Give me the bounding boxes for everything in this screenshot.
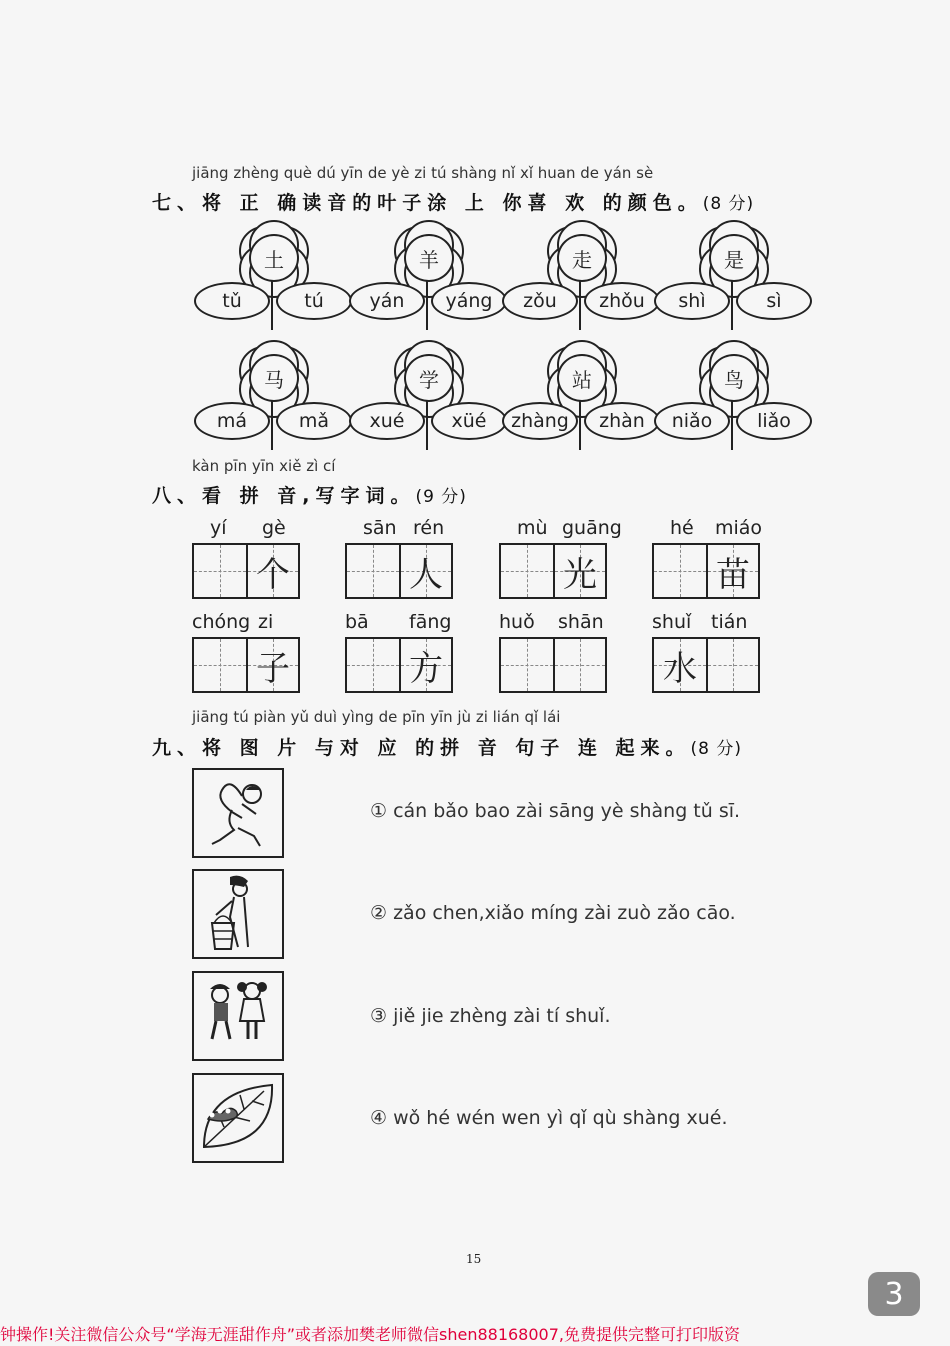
sentence-3[interactable]: ③ jiě jie zhèng zài tí shuǐ.	[370, 1005, 611, 1027]
flower-stem	[731, 280, 733, 330]
written-character: 苗	[716, 554, 750, 595]
flower-stem	[579, 400, 581, 450]
flower-item	[500, 342, 660, 452]
leaf-option-right[interactable]: sì	[736, 282, 812, 320]
leaf-option-left[interactable]: shì	[654, 282, 730, 320]
tianzige-box[interactable]	[192, 637, 300, 693]
written-character: 子	[256, 648, 290, 689]
pinyin-label: hé	[670, 517, 694, 539]
leaf-option-left[interactable]: tǔ	[194, 282, 270, 320]
leaf-option-right[interactable]: yáng	[431, 282, 507, 320]
tianzige-box[interactable]	[345, 637, 453, 693]
section7-score: (8 分)	[702, 194, 755, 214]
sentence-2[interactable]: ② zǎo chen,xiǎo míng zài zuò zǎo cāo.	[370, 902, 736, 924]
tianzige-cell[interactable]	[654, 545, 706, 597]
section8-title	[152, 481, 467, 508]
section9-title	[152, 733, 742, 760]
leaf-option-right[interactable]: zhǒu	[584, 282, 660, 320]
tianzige-cell[interactable]	[194, 639, 246, 691]
written-character: 水	[663, 648, 697, 689]
leaf-with-silkworm-icon	[194, 1075, 282, 1161]
children-walking-icon	[194, 973, 282, 1059]
flower-stem	[731, 400, 733, 450]
tianzige-cell[interactable]	[246, 545, 298, 597]
pinyin-label: gè	[262, 517, 286, 539]
tianzige-cell[interactable]	[553, 639, 605, 691]
sentence-1[interactable]: ① cán bǎo bao zài sāng yè shàng tǔ sī.	[370, 800, 741, 822]
flower-item	[192, 222, 352, 332]
flower-stem	[579, 280, 581, 330]
section9-title-text: 九、将 图 片 与对 应 的拼 音 句子 连 起来。	[152, 737, 691, 759]
pinyin-label: zi	[258, 611, 274, 633]
flower-stem	[271, 280, 273, 330]
tianzige-box[interactable]	[499, 543, 607, 599]
flower-item	[652, 342, 812, 452]
tianzige-cell[interactable]	[194, 545, 246, 597]
pinyin-label: rén	[413, 517, 445, 539]
pinyin-label: sān	[363, 517, 397, 539]
section7-pinyin: jiāng zhèng què dú yīn de yè zi tú shàng nǐ xǐ huan de yán sè	[192, 164, 654, 182]
flower-character: 马	[249, 354, 299, 402]
tianzige-box[interactable]	[345, 543, 453, 599]
leaf-option-right[interactable]: mǎ	[276, 402, 352, 440]
tianzige-box[interactable]	[652, 543, 760, 599]
exercise-person-picture[interactable]	[192, 768, 284, 858]
flower-character: 站	[557, 354, 607, 402]
pinyin-label: shuǐ	[652, 611, 692, 633]
leaf-option-left[interactable]: xué	[349, 402, 425, 440]
flower-character: 羊	[404, 234, 454, 282]
section9-score: (8 分)	[690, 739, 743, 759]
leaf-option-right[interactable]: tú	[276, 282, 352, 320]
tianzige-cell[interactable]	[399, 639, 451, 691]
leaf-option-right[interactable]: xüé	[431, 402, 507, 440]
tianzige-cell[interactable]	[501, 639, 553, 691]
flower-stem	[426, 280, 428, 330]
tianzige-cell[interactable]	[399, 545, 451, 597]
tianzige-cell[interactable]	[654, 639, 706, 691]
written-character: 人	[409, 554, 443, 595]
flower-character: 是	[709, 234, 759, 282]
section8-score: (9 分)	[415, 487, 467, 507]
leaf-option-left[interactable]: yán	[349, 282, 425, 320]
written-character	[501, 639, 553, 691]
leaf-option-left[interactable]: má	[194, 402, 270, 440]
leaf-option-right[interactable]: zhàn	[584, 402, 660, 440]
written-character	[708, 639, 758, 691]
written-character: 个	[256, 554, 290, 595]
flower-item	[500, 222, 660, 332]
section9-pinyin: jiāng tú piàn yǔ duì yìng de pīn yīn jù zi lián qǐ lái	[192, 708, 561, 726]
pinyin-label: tián	[711, 611, 748, 633]
leaf-option-left[interactable]: zǒu	[502, 282, 578, 320]
silkworm-leaf-picture[interactable]	[192, 1073, 284, 1163]
pinyin-label: guāng	[562, 517, 622, 539]
girl-with-bucket-icon	[194, 871, 282, 957]
tianzige-cell[interactable]	[706, 545, 758, 597]
pinyin-label: chóng	[192, 611, 251, 633]
flower-item	[192, 342, 352, 452]
pinyin-label: miáo	[715, 517, 763, 539]
section8-title-text: 八、看 拼 音,写字词。	[152, 485, 416, 507]
exercise-person-icon	[194, 770, 282, 856]
written-character: 光	[563, 554, 597, 595]
flower-character: 鸟	[709, 354, 759, 402]
pinyin-label: mù	[517, 517, 548, 539]
written-character: 方	[409, 648, 443, 689]
tianzige-box[interactable]	[499, 637, 607, 693]
written-character	[194, 639, 246, 691]
sentence-4[interactable]: ④ wǒ hé wén wen yì qǐ qù shàng xué.	[370, 1107, 728, 1129]
pinyin-label: bā	[345, 611, 369, 633]
flower-character: 学	[404, 354, 454, 402]
pinyin-label: huǒ	[499, 611, 535, 633]
flower-character: 走	[557, 234, 607, 282]
flower-stem	[271, 400, 273, 450]
written-character	[555, 639, 605, 691]
tianzige-box[interactable]	[652, 637, 760, 693]
written-character	[347, 639, 399, 691]
pinyin-label: fāng	[409, 611, 452, 633]
leaf-option-right[interactable]: liǎo	[736, 402, 812, 440]
tianzige-box[interactable]	[192, 543, 300, 599]
page-number: 15	[466, 1252, 482, 1266]
section7-title-text: 七、将 正 确读音的叶子涂 上 你喜 欢 的颜色。	[152, 192, 703, 214]
carrying-water-picture[interactable]	[192, 869, 284, 959]
tianzige-cell[interactable]	[246, 639, 298, 691]
pinyin-label: yí	[210, 517, 227, 539]
flower-item	[347, 342, 507, 452]
flower-character: 土	[249, 234, 299, 282]
written-character	[194, 545, 246, 597]
pinyin-label: shān	[558, 611, 604, 633]
section8-pinyin: kàn pīn yīn xiě zì cí	[192, 457, 336, 475]
tianzige-cell[interactable]	[706, 639, 758, 691]
leaf-option-left[interactable]: niǎo	[654, 402, 730, 440]
tianzige-cell[interactable]	[553, 545, 605, 597]
tianzige-cell[interactable]	[501, 545, 553, 597]
leaf-option-left[interactable]: zhàng	[502, 402, 578, 440]
footer-watermark-text: 钟操作!关注微信公众号“学海无涯甜作舟”或者添加樊老师微信shen88168007,免费提供完整可打印版资	[0, 1325, 740, 1344]
written-character	[347, 545, 399, 597]
section7-title	[152, 188, 754, 215]
tianzige-cell[interactable]	[347, 545, 399, 597]
tianzige-cell[interactable]	[347, 639, 399, 691]
page-badge: 3	[868, 1272, 920, 1316]
written-character	[654, 545, 706, 597]
written-character	[501, 545, 553, 597]
flower-item	[652, 222, 812, 332]
two-children-picture[interactable]	[192, 971, 284, 1061]
flower-stem	[426, 400, 428, 450]
flower-item	[347, 222, 507, 332]
